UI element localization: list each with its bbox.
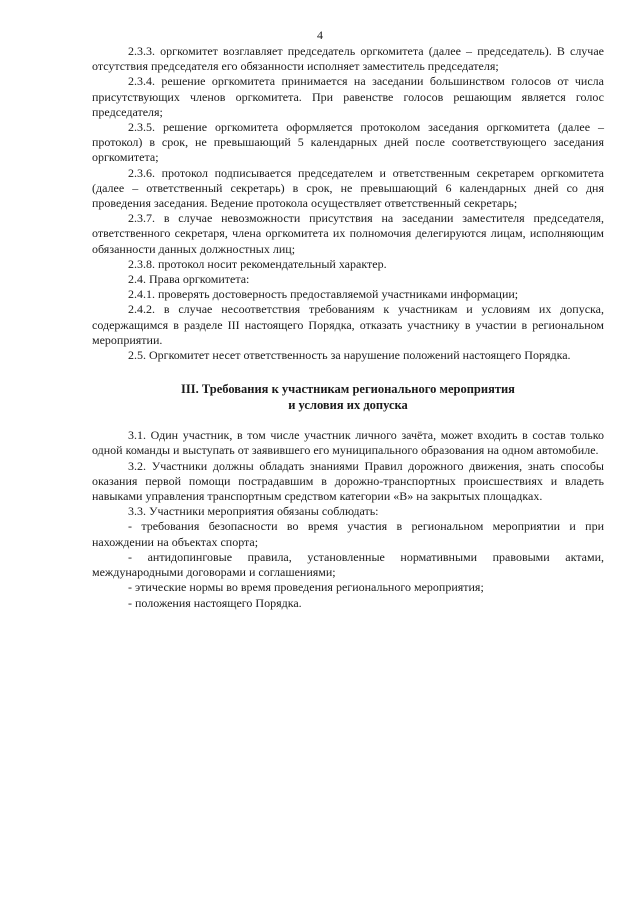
section-3-heading-line-1: III. Требования к участникам регионального мероприятия <box>181 382 515 397</box>
list-item-ethics: - этические нормы во время проведения регионального мероприятия; <box>128 580 484 595</box>
list-item-antidoping: - антидопинговые правила, установленные нормативными правовыми актами, международными договорами и соглашениями; <box>92 549 604 580</box>
paragraph-2-4-2: 2.4.2. в случае несоответствия требованиям к участникам и условиям их допуска, содержащимся в разделе III настоящего Порядка, отказать участнику в участии в региональном мероприятии. <box>92 302 604 347</box>
paragraph-2-4-1: 2.4.1. проверять достоверность предоставляемой участниками информации; <box>128 287 519 302</box>
paragraph-2-3-4: 2.3.4. решение оргкомитета принимается на заседании большинством голосов от числа присутствующих членов оргкомитета. При равенстве голосов решающим является голос председателя; <box>92 74 604 119</box>
paragraph-2-3-7: 2.3.7. в случае невозможности присутствия на заседании заместителя председателя, ответственного секретаря, члена оргкомитета их полномочия делегируются лицам, исполняющим обязанности данных должностных лиц; <box>92 211 604 256</box>
paragraph-3-2: 3.2. Участники должны обладать знаниями Правил дорожного движения, знать способы оказания первой помощи пострадавшим в дорожно-транспортных происшествиях и владеть навыками управления транспортным средством категории «В» на закрытых площадках. <box>92 458 604 504</box>
paragraph-2-5: 2.5. Оргкомитет несет ответственность за нарушение положений настоящего Порядка. <box>128 348 571 363</box>
paragraph-3-1: 3.1. Один участник, в том числе участник личного зачёта, может входить в состав только одной команды и выступать от заявившего его муниципального образования на одном автомобиле. <box>92 428 604 458</box>
paragraph-2-4: 2.4. Права оргкомитета: <box>128 272 250 287</box>
paragraph-2-3-6: 2.3.6. протокол подписывается председателем и ответственным секретарем оргкомитета (далее – ответственный секретарь) в срок, не превышающий 6 календарных дней со дня проведения заседания. Ведение протокола осуществляет ответственный секретарь; <box>92 165 604 211</box>
list-item-regulations: - положения настоящего Порядка. <box>128 595 302 610</box>
list-item-safety: - требования безопасности во время участия в региональном мероприятии и при нахождении на объектах спорта; <box>92 519 604 549</box>
paragraph-2-3-8: 2.3.8. протокол носит рекомендательный характер. <box>128 256 387 271</box>
paragraph-2-3-5: 2.3.5. решение оргкомитета оформляется протоколом заседания оргкомитета (далее – протокол) в срок, не превышающий 5 календарных дней после соответствующего заседания оргкомитета; <box>92 120 604 165</box>
section-3-heading-line-2: и условия их допуска <box>288 397 408 412</box>
paragraph-3-3: 3.3. Участники мероприятия обязаны соблюдать: <box>128 504 379 519</box>
section-3-heading <box>92 382 604 413</box>
page-number: 4 <box>317 28 323 42</box>
paragraph-2-3-3: 2.3.3. оргкомитет возглавляет председатель оргкомитета (далее – председатель). В случае отсутствия председателя его обязанности исполняет заместитель председателя; <box>92 44 604 74</box>
document-body <box>92 44 604 611</box>
